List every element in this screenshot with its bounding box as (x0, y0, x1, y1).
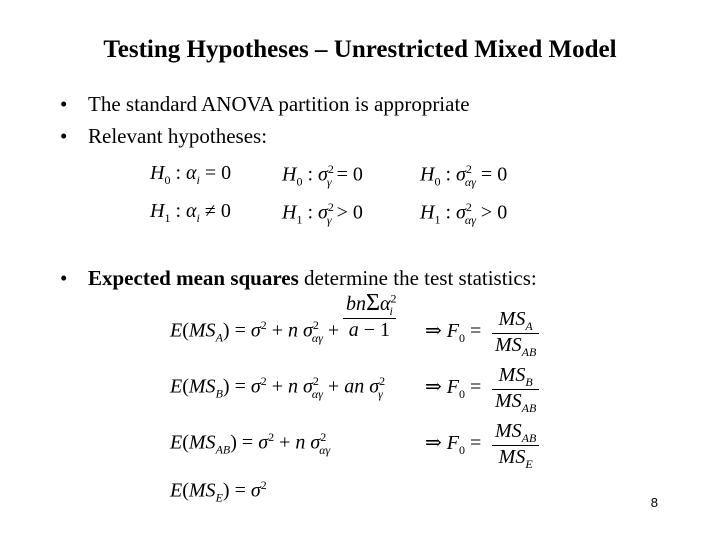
f-stat-ab: ⇒ $F_0$ = (425, 432, 482, 457)
bullet-bold-text: Expected mean squares (88, 266, 299, 290)
bullet-text: Relevant hypotheses: (88, 124, 268, 148)
f-stat-b-fraction: $\frac{MS_B}{MS_{AB}}$ (492, 364, 539, 415)
hypothesis-h1-alpha: $H_1$ : $\alpha_i \ne 0$ (150, 200, 231, 225)
hypothesis-h1-sigma-gamma: $H_1$ : $\sigma^2_\gamma > 0$ (282, 200, 363, 227)
ems-a-lhs: $E(MS_A) = \sigma^2 + n$ $\sigma^2_{\alpha\gamma}$ + (170, 318, 340, 345)
hypothesis-h0-sigma-alphagamma: $H_0$ : $\sigma^2_{\alpha\gamma} = 0$ (420, 162, 508, 189)
ems-a-fraction: $\frac{bn\Sigma\alpha^2_i}{a - 1}$ (343, 290, 396, 341)
hypothesis-h1-sigma-alphagamma: $H_1$ : $\sigma^2_{\alpha\gamma} > 0$ (420, 200, 508, 227)
bullet-text: determine the test statistics: (298, 266, 537, 290)
hypothesis-h0-sigma-gamma: $H_0$ : $\sigma^2_\gamma = 0$ (282, 162, 363, 189)
page-number: 8 (650, 495, 658, 510)
bullet-anova-partition (60, 92, 470, 117)
bullet-text: The standard ANOVA partition is appropriate (88, 92, 470, 116)
slide-title: Testing Hypotheses – Unrestricted Mixed Model (103, 36, 617, 63)
f-stat-ab-fraction: $\frac{MS_{AB}}{MS_E}$ (492, 420, 539, 471)
hypothesis-h0-alpha: $H_0$ : $\alpha_i = 0$ (150, 162, 232, 187)
bullet-marker: • (60, 92, 68, 116)
bullet-marker: • (60, 124, 68, 148)
ems-e: $E(MS_E) = \sigma^2$ (170, 478, 267, 505)
bullet-expected-mean-squares (60, 266, 537, 291)
ems-b: $E(MS_B) = \sigma^2 + n$ $\sigma^2_{\alpha\gamma}$ + an $\sigma^2_\gamma$ (170, 374, 386, 401)
f-stat-a: ⇒ $F_0$ = (425, 320, 482, 345)
bullet-relevant-hypotheses (60, 124, 267, 149)
ems-ab: $E(MS_{AB}) = \sigma^2 + n$ $\sigma^2_{\alpha\gamma}$ (170, 430, 331, 457)
f-stat-b: ⇒ $F_0$ = (425, 376, 482, 401)
bullet-marker: • (60, 266, 68, 290)
f-stat-a-fraction: $\frac{MS_A}{MS_{AB}}$ (492, 308, 539, 359)
